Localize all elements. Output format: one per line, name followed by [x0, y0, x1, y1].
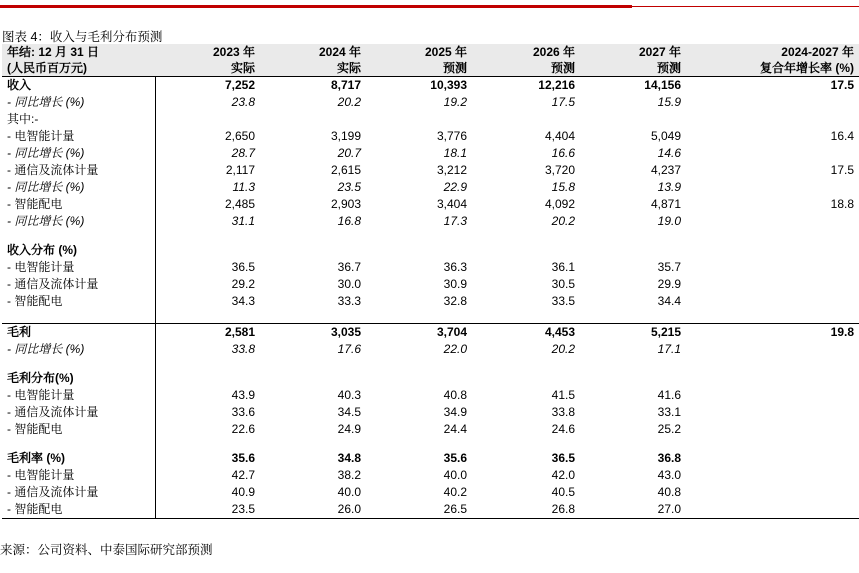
table-row-segment-2-yoy [2, 179, 859, 196]
cell-col-6 [683, 276, 859, 293]
cell-col-2: 17.6 [337, 342, 361, 356]
cell-col-4: 26.8 [469, 501, 577, 519]
table-row-gross-margin [2, 450, 859, 467]
cell-col-6 [683, 341, 859, 358]
cell-col-5: 2027 年 [577, 44, 683, 60]
cell-col-2: 34.8 [337, 451, 361, 465]
row-label: - 同比增长 (%) [2, 94, 155, 111]
cell-col-5: 43.0 [657, 468, 681, 482]
cell-col-5: 27.0 [577, 501, 683, 519]
row-label: 毛利率 (%) [2, 450, 155, 467]
cell-col-4: 预测 [469, 60, 577, 77]
row-label: - 同比增长 (%) [2, 213, 155, 230]
cell-col-1: 43.9 [231, 388, 255, 402]
cell-col-3: 40.0 [443, 468, 467, 482]
cell-col-4: 24.6 [551, 422, 575, 436]
header-row-1 [2, 44, 859, 60]
cell-col-6 [683, 484, 859, 501]
cell-col-2: 40.3 [337, 388, 361, 402]
cell-col-2: 实际 [257, 60, 363, 77]
cell-col-1: 42.7 [231, 468, 255, 482]
table-row-segment-3 [2, 196, 859, 213]
cell-col-4: 30.5 [551, 277, 575, 291]
table-row-revenue-yoy [2, 94, 859, 111]
cell-col-1: 29.2 [231, 277, 255, 291]
row-label: - 同比增长 (%) [2, 179, 155, 196]
row-label: (人民币百万元) [2, 60, 155, 77]
cell-col-4: 4,092 [544, 197, 575, 211]
header-row-2 [2, 60, 859, 77]
table-row-gross-profit-mix-2 [2, 404, 859, 421]
cell-col-1: 2023 年 [155, 44, 257, 60]
cell-col-3: 17.3 [443, 214, 467, 228]
cell-col-3: 预测 [363, 60, 469, 77]
financial-table [2, 44, 859, 519]
cell-col-4: 42.0 [551, 468, 575, 482]
cell-col-4: 2026 年 [469, 44, 577, 60]
cell-col-1: 34.3 [231, 294, 255, 308]
row-label: - 智能配电 [2, 501, 155, 519]
table-row-gross-profit-mix-3 [2, 421, 859, 438]
cell-col-5: 36.8 [657, 451, 681, 465]
cell-col-6 [683, 145, 859, 162]
table-row-revenue-mix-2 [2, 276, 859, 293]
cell-col-2 [257, 370, 363, 387]
table-row-revenue [2, 77, 859, 95]
row-label: 收入分布 (%) [2, 242, 155, 259]
cell-col-4: 33.8 [551, 405, 575, 419]
cell-col-2: 40.0 [337, 485, 361, 499]
row-label: 毛利分布(%) [2, 370, 155, 387]
cell-col-6 [683, 467, 859, 484]
cell-col-3: 22.9 [443, 180, 467, 194]
cell-col-6 [683, 501, 859, 519]
cell-col-6 [683, 213, 859, 230]
cell-col-5 [577, 370, 683, 387]
cell-col-5: 33.1 [657, 405, 681, 419]
cell-col-2: 36.7 [337, 260, 361, 274]
cell-col-6 [683, 259, 859, 276]
cell-col-1: 2,650 [224, 129, 255, 143]
row-label: - 同比增长 (%) [2, 145, 155, 162]
cell-col-1: 31.1 [231, 214, 255, 228]
cell-col-5 [577, 111, 683, 128]
cell-col-1 [155, 370, 257, 387]
cell-col-2: 23.5 [337, 180, 361, 194]
cell-col-4: 36.5 [551, 451, 575, 465]
cell-col-3: 26.5 [363, 501, 469, 519]
cell-col-4: 41.5 [551, 388, 575, 402]
cell-col-3 [363, 242, 469, 259]
cell-col-6 [683, 387, 859, 404]
cell-col-4 [469, 370, 577, 387]
row-label: 收入 [2, 77, 155, 95]
cell-col-6 [683, 404, 859, 421]
cell-col-3: 40.8 [443, 388, 467, 402]
row-label: - 电智能计量 [2, 128, 155, 145]
cell-col-3: 40.2 [443, 485, 467, 499]
cell-col-5: 14,156 [644, 78, 681, 92]
cell-col-3: 36.3 [443, 260, 467, 274]
table-row-gross-profit-yoy [2, 341, 859, 358]
cell-col-1: 实际 [155, 60, 257, 77]
cell-col-1: 11.3 [232, 180, 255, 194]
cell-col-5: 4,871 [650, 197, 681, 211]
cell-col-3: 35.6 [443, 451, 467, 465]
source-note: 来源：公司资料、中泰国际研究部预测 [0, 543, 213, 557]
cell-col-4 [469, 111, 577, 128]
cell-col-5: 5,215 [577, 324, 683, 342]
cell-col-4: 16.6 [551, 146, 575, 160]
cell-col-4: 40.5 [551, 485, 575, 499]
row-label: - 电智能计量 [2, 467, 155, 484]
cell-col-6 [683, 421, 859, 438]
cell-col-6: 19.8 [683, 324, 859, 342]
cell-col-4 [469, 242, 577, 259]
table-row-of-which [2, 111, 859, 128]
cell-col-6 [683, 111, 859, 128]
cell-col-6: 18.8 [830, 197, 854, 211]
cell-col-2: 30.0 [337, 277, 361, 291]
table-row-segment-1 [2, 128, 859, 145]
cell-col-5: 预测 [577, 60, 683, 77]
cell-col-4: 17.5 [551, 95, 575, 109]
cell-col-3: 3,776 [436, 129, 467, 143]
cell-col-2: 8,717 [330, 78, 361, 92]
table-row-gross-margin-2 [2, 484, 859, 501]
cell-col-4: 12,216 [538, 78, 575, 92]
cell-col-4: 15.8 [551, 180, 575, 194]
cell-col-6: 17.5 [830, 163, 854, 177]
cell-col-2: 24.9 [337, 422, 361, 436]
table-row-segment-3-yoy [2, 213, 859, 230]
cell-col-4: 4,404 [544, 129, 575, 143]
cell-col-5: 29.9 [657, 277, 681, 291]
cell-col-2 [257, 242, 363, 259]
row-label: - 通信及流体计量 [2, 162, 155, 179]
cell-col-3: 3,404 [436, 197, 467, 211]
cell-col-1: 23.5 [155, 501, 257, 519]
row-label: - 通信及流体计量 [2, 276, 155, 293]
row-label: 年结: 12 月 31 日 [2, 44, 155, 60]
table-row-gross-profit-mix-1 [2, 387, 859, 404]
cell-col-5: 19.0 [657, 214, 681, 228]
cell-col-6: 16.4 [830, 129, 854, 143]
cell-col-1 [155, 111, 257, 128]
cell-col-1: 35.6 [231, 451, 255, 465]
cell-col-2: 3,199 [330, 129, 361, 143]
cell-col-4: 20.2 [551, 342, 575, 356]
cell-col-1: 36.5 [231, 260, 255, 274]
cell-col-3: 2025 年 [363, 44, 469, 60]
cell-col-6: 17.5 [830, 78, 854, 92]
table-row-segment-2 [2, 162, 859, 179]
cell-col-6 [683, 179, 859, 196]
cell-col-3: 3,212 [436, 163, 467, 177]
cell-col-2: 2,615 [330, 163, 361, 177]
cell-col-3 [363, 370, 469, 387]
cell-col-1: 40.9 [231, 485, 255, 499]
spacer-row [2, 230, 859, 242]
cell-col-6 [683, 94, 859, 111]
spacer-row [2, 310, 859, 324]
cell-col-1: 2,117 [225, 163, 255, 177]
row-label: 其中:- [2, 111, 155, 128]
top-accent-bar [0, 5, 632, 8]
table-row-gross-profit [2, 324, 859, 342]
cell-col-5: 41.6 [657, 388, 681, 402]
cell-col-3: 18.1 [443, 146, 467, 160]
cell-col-4: 20.2 [551, 214, 575, 228]
top-accent-line [632, 6, 859, 7]
cell-col-2: 16.8 [337, 214, 361, 228]
cell-col-1: 28.7 [231, 146, 255, 160]
cell-col-5: 40.8 [657, 485, 681, 499]
cell-col-4: 33.5 [551, 294, 575, 308]
cell-col-5 [577, 242, 683, 259]
cell-col-1: 23.8 [231, 95, 255, 109]
cell-col-3: 30.9 [443, 277, 467, 291]
cell-col-3: 34.9 [443, 405, 467, 419]
table-row-revenue-mix-title [2, 242, 859, 259]
cell-col-5: 15.9 [657, 95, 681, 109]
cell-col-5: 13.9 [657, 180, 681, 194]
cell-col-5: 34.4 [657, 294, 681, 308]
spacer-row [2, 358, 859, 370]
cell-col-2: 20.2 [337, 95, 361, 109]
cell-col-4: 4,453 [469, 324, 577, 342]
cell-col-3: 3,704 [363, 324, 469, 342]
cell-col-2: 38.2 [337, 468, 361, 482]
cell-col-2: 2024 年 [257, 44, 363, 60]
cell-col-1: 2,581 [155, 324, 257, 342]
cell-col-6 [683, 450, 859, 467]
row-label: - 智能配电 [2, 196, 155, 213]
cell-col-5: 14.6 [657, 146, 681, 160]
cell-col-1: 33.6 [231, 405, 255, 419]
row-label: - 通信及流体计量 [2, 484, 155, 501]
cell-col-6 [683, 293, 859, 310]
cell-col-1: 22.6 [231, 422, 255, 436]
row-label: - 电智能计量 [2, 259, 155, 276]
row-label: - 智能配电 [2, 421, 155, 438]
cell-col-1: 2,485 [224, 197, 255, 211]
row-label: - 同比增长 (%) [2, 341, 155, 358]
cell-col-5: 35.7 [657, 260, 681, 274]
row-label: - 电智能计量 [2, 387, 155, 404]
cell-col-2 [257, 111, 363, 128]
cell-col-2: 20.7 [337, 146, 361, 160]
cell-col-4: 36.1 [551, 260, 575, 274]
cell-col-1: 7,252 [224, 78, 255, 92]
cell-col-3 [363, 111, 469, 128]
cell-col-2: 26.0 [257, 501, 363, 519]
row-label: - 通信及流体计量 [2, 404, 155, 421]
cell-col-4: 3,720 [544, 163, 575, 177]
cell-col-3: 19.2 [443, 95, 467, 109]
cell-col-1 [155, 242, 257, 259]
cell-col-3: 22.0 [443, 342, 467, 356]
table-row-gross-profit-mix-title [2, 370, 859, 387]
cell-col-1: 33.8 [231, 342, 255, 356]
figure-title: 图表 4：收入与毛利分布预测 [2, 30, 163, 44]
cell-col-5: 25.2 [657, 422, 681, 436]
cell-col-5: 4,237 [650, 163, 681, 177]
cell-col-3: 24.4 [443, 422, 467, 436]
table-row-revenue-mix-3 [2, 293, 859, 310]
cell-col-5: 5,049 [650, 129, 681, 143]
cell-col-3: 10,393 [430, 78, 467, 92]
cell-col-6: 复合年增长率 (%) [683, 60, 859, 77]
table-row-gross-margin-3 [2, 501, 859, 519]
cell-col-6: 2024-2027 年 [683, 44, 859, 60]
cell-col-6 [683, 242, 859, 259]
table-row-gross-margin-1 [2, 467, 859, 484]
table-row-revenue-mix-1 [2, 259, 859, 276]
cell-col-6 [683, 370, 859, 387]
spacer-row [2, 438, 859, 450]
cell-col-2: 2,903 [330, 197, 361, 211]
cell-col-2: 3,035 [257, 324, 363, 342]
cell-col-5: 17.1 [657, 342, 681, 356]
table-row-segment-1-yoy [2, 145, 859, 162]
cell-col-3: 32.8 [443, 294, 467, 308]
cell-col-2: 34.5 [337, 405, 361, 419]
row-label: - 智能配电 [2, 293, 155, 310]
cell-col-2: 33.3 [337, 294, 361, 308]
row-label: 毛利 [2, 324, 155, 342]
